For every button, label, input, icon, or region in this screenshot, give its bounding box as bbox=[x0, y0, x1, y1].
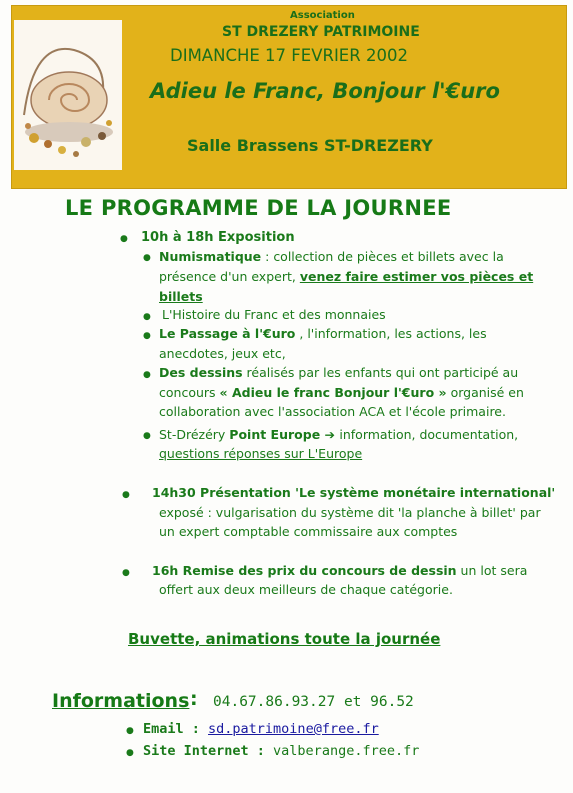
dessins-line2: concours « Adieu le franc Bonjour l'€uro » organisé en bbox=[159, 385, 524, 400]
event-date: DIMANCHE 17 FEVRIER 2002 bbox=[170, 46, 408, 65]
numismatique-line3: billets bbox=[159, 289, 203, 304]
info-colon: : bbox=[190, 688, 198, 710]
remise-line1: 16h Remise des prix du concours de dessin un lot sera bbox=[152, 563, 528, 578]
site-link[interactable]: valberange.free.fr bbox=[273, 743, 420, 759]
dessins-line1: Des dessins réalisés par les enfants qui ont participé au bbox=[159, 365, 519, 380]
association-name: ST DREZERY PATRIMOINE bbox=[222, 24, 420, 40]
program-title: LE PROGRAMME DE LA JOURNEE bbox=[65, 196, 452, 220]
arrow-right-icon: ➔ bbox=[320, 427, 340, 442]
bullet: ● bbox=[122, 568, 130, 578]
dessins-line3: collaboration avec l'association ACA et l'école primaire. bbox=[159, 404, 506, 419]
buvette-notice: Buvette, animations toute la journée bbox=[128, 630, 441, 648]
histoire-item: L'Histoire du Franc et des monnaies bbox=[162, 307, 386, 322]
passage-line1: Le Passage à l'€uro , l'information, les actions, les bbox=[159, 326, 487, 341]
event-slogan: Adieu le Franc, Bonjour l'€uro bbox=[150, 79, 500, 103]
presentation-heading: 14h30 Présentation 'Le système monétaire international' bbox=[152, 485, 556, 500]
passage-line2: anecdotes, jeux etc, bbox=[159, 346, 286, 361]
expo-heading: 10h à 18h Exposition bbox=[141, 230, 295, 245]
site-line: Site Internet : valberange.free.fr bbox=[143, 743, 420, 759]
numismatique-line2: présence d'un expert, venez faire estimer vos pièces et bbox=[159, 269, 534, 284]
presentation-line1: exposé : vulgarisation du système dit 'la planche à billet' par bbox=[159, 505, 541, 520]
association-label: Association bbox=[290, 10, 355, 21]
info-phone: 04.67.86.93.27 et 96.52 bbox=[213, 694, 414, 710]
bullet: ● bbox=[122, 490, 130, 500]
numismatique-line1: Numismatique : collection de pièces et billets avec la bbox=[159, 249, 504, 264]
bullet: ● bbox=[143, 312, 151, 322]
europe-line1: St-Drézéry Point Europe ➔ information, documentation, bbox=[159, 427, 519, 442]
bullet: ● bbox=[126, 748, 134, 758]
bullet: ● bbox=[143, 331, 151, 341]
presentation-line2: un expert comptable commissaire aux comptes bbox=[159, 524, 458, 539]
event-venue: Salle Brassens ST-DREZERY bbox=[187, 136, 433, 155]
bullet: ● bbox=[143, 431, 151, 441]
bullet: ● bbox=[126, 726, 134, 736]
bullet: ● bbox=[143, 370, 151, 380]
email-line: Email : sd.patrimoine@free.fr bbox=[143, 721, 379, 737]
info-heading: Informations bbox=[52, 690, 190, 712]
bullet: ● bbox=[143, 253, 151, 263]
email-link[interactable]: sd.patrimoine@free.fr bbox=[208, 721, 379, 737]
snail-coins-illustration bbox=[14, 20, 122, 170]
bullet: ● bbox=[120, 234, 128, 244]
europe-line2: questions réponses sur L'Europe bbox=[159, 446, 363, 461]
remise-line2: offert aux deux meilleurs de chaque catégorie. bbox=[159, 582, 453, 597]
